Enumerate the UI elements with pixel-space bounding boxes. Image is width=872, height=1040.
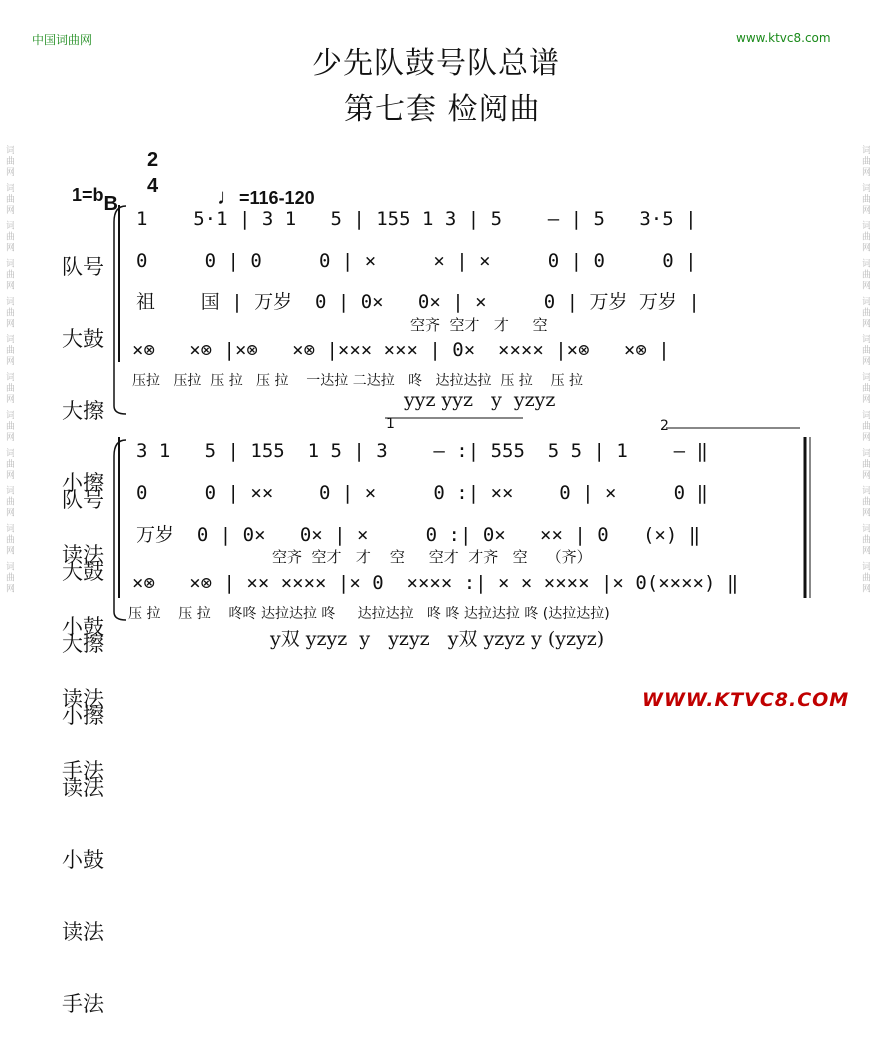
- time-signature-top: 2: [147, 149, 159, 171]
- s2-horn-row: 3 1 5 | 155 1 5 | 3 — :| 555 5 5 | 1 — ‖: [136, 440, 708, 462]
- s1-snare-row: ×⊗ ×⊗ |×⊗ ×⊗ |××× ××× | 0× ×××× |×⊗ ×⊗ |: [132, 339, 670, 361]
- label-small-cymbal: 小擦: [62, 471, 104, 495]
- site-logo: WWW.KTVC8.COM: [642, 689, 850, 711]
- s2-cymbal-reading: 空齐 空才 才 空 空才 才齐 空 （齐）: [272, 548, 592, 566]
- label-snare-reading-2: 读法: [62, 920, 104, 944]
- label-big-cymbal: 大擦: [62, 399, 104, 423]
- first-ending-number: 1: [386, 416, 395, 432]
- s2-snare-reading: 压 拉 压 拉 咚咚 达拉达拉 咚 达拉达拉 咚 咚 达拉达拉 咚 (达拉达拉): [128, 606, 610, 622]
- score-title: 少先队鼓号队总谱: [312, 46, 560, 81]
- quarter-note-icon: ♩: [217, 184, 240, 209]
- label-snare-reading: 读法: [62, 687, 104, 711]
- tempo-value: =116-120: [239, 188, 315, 208]
- key-prefix: 1=b: [72, 185, 104, 205]
- label-reading: 读法: [62, 543, 104, 567]
- label-reading-2: 读法: [62, 776, 104, 800]
- label-bass-drum-2: 大鼓: [62, 560, 104, 584]
- key-note: B: [103, 193, 118, 215]
- site-name-left: 中国词曲网: [32, 33, 93, 47]
- label-snare: 小鼓: [62, 615, 104, 639]
- s1-drum-row: 0 0 | 0 0 | × × | × 0 | 0 0 |: [136, 250, 697, 272]
- s1-hand-row: yyz yyz y yzyz: [404, 389, 556, 411]
- s2-cymbal-row: 万岁 0 | 0× 0× | × 0 :| 0× ×× | 0 (×) ‖: [136, 524, 701, 546]
- s1-cymbal-row: 祖 国 | 万岁 0 | 0× 0× | × 0 | 万岁 万岁 |: [136, 291, 700, 313]
- site-url-right: www.ktvc8.com: [736, 31, 831, 45]
- label-bass-drum: 大鼓: [62, 327, 104, 351]
- s1-horn-row: 1 5·1 | 3 1 5 | 155 1 3 | 5 — | 5 3·5 |: [136, 208, 697, 230]
- s2-drum-row: 0 0 | ×× 0 | × 0 :| ×× 0 | × 0 ‖: [136, 482, 708, 504]
- s1-snare-reading: 压拉 压拉 压 拉 压 拉 一达拉 二达拉 咚 达拉达拉 压 拉 压 拉: [132, 373, 584, 389]
- label-hand-2: 手法: [62, 992, 104, 1016]
- label-snare-2: 小鼓: [62, 848, 104, 872]
- label-hand: 手法: [62, 759, 104, 783]
- right-watermark-strip: 词曲网 词曲网 词曲网 词曲网 词曲网 词曲网 词曲网 词曲网 词曲网 词曲网 词曲网 词曲网: [860, 144, 870, 595]
- label-horn: 队号: [62, 255, 104, 279]
- s2-snare-row: ×⊗ ×⊗ | ×× ×××× |× 0 ×××× :| × × ×××× |× 0(××××) ‖: [132, 572, 739, 594]
- left-watermark-strip: 词曲网 词曲网 词曲网 词曲网 词曲网 词曲网 词曲网 词曲网 词曲网 词曲网 词曲网 词曲网: [4, 144, 14, 595]
- system2-labels: [62, 440, 116, 1040]
- s1-cymbal-reading: 空齐 空才 才 空: [410, 316, 548, 334]
- score-subtitle: 第七套 检阅曲: [344, 92, 541, 127]
- label-big-cymbal-2: 大擦: [62, 632, 104, 656]
- time-signature-bottom: 4: [147, 175, 159, 197]
- second-ending-number: 2: [660, 418, 669, 434]
- s2-hand-row: y双 yzyz y yzyz y双 yzyz y (yzyz): [270, 628, 605, 650]
- label-small-cymbal-2: 小擦: [62, 704, 104, 728]
- label-horn-2: 队号: [62, 488, 104, 512]
